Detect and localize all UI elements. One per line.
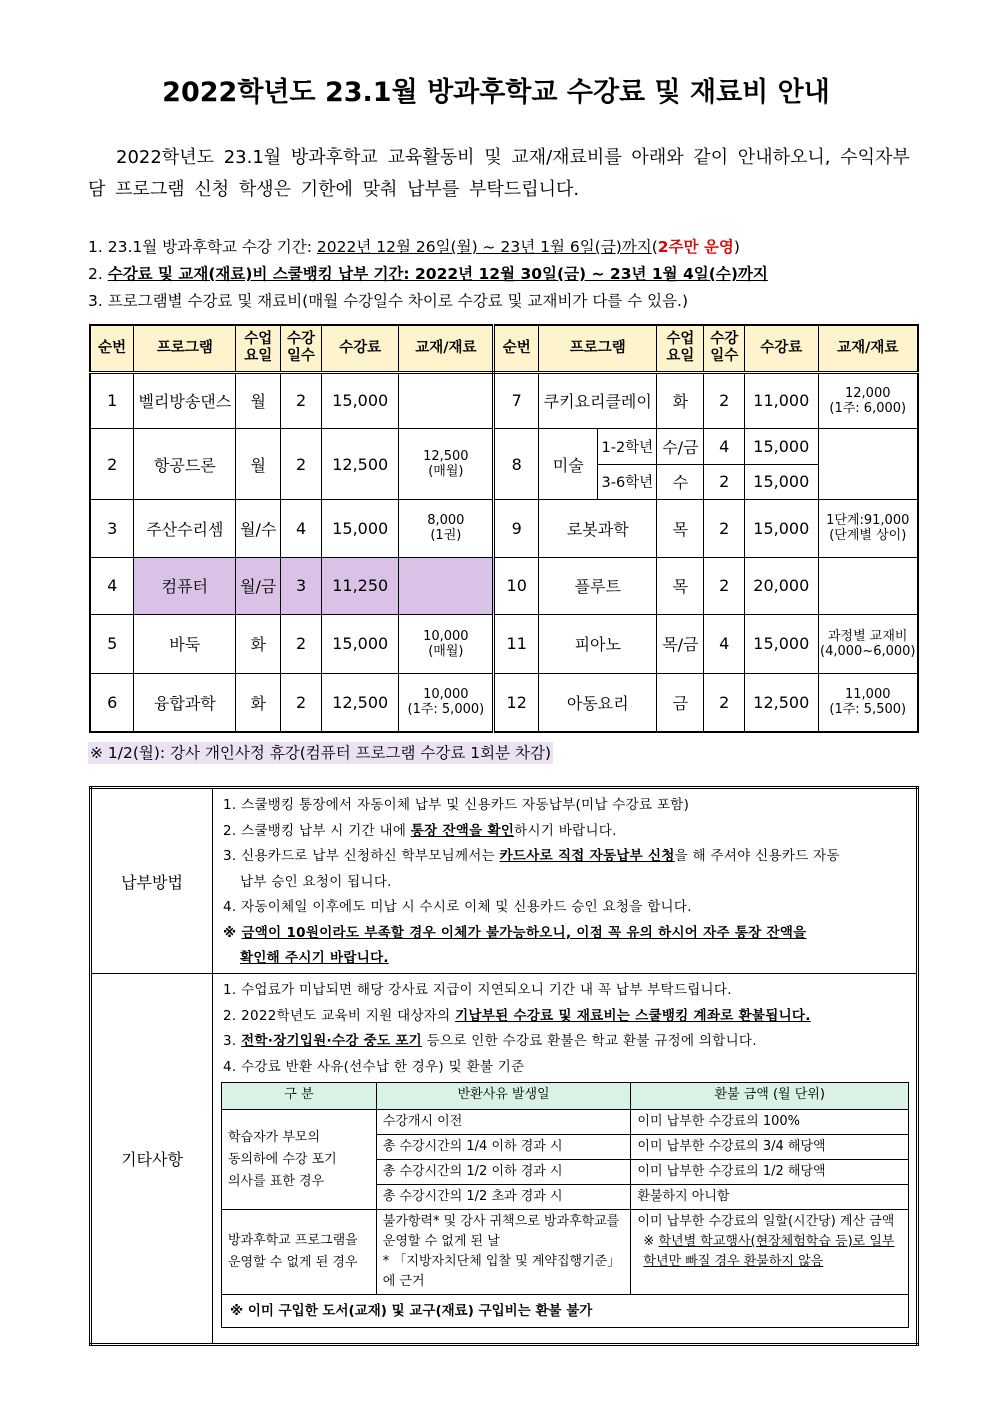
cell-no: 4 (90, 557, 134, 615)
refund-header: 환불 금액 (월 단위) (631, 1083, 909, 1110)
payment-info-table (89, 786, 919, 1346)
refund-header-row (222, 1083, 909, 1110)
header-material: 교재/재료 (399, 325, 494, 372)
header-no: 순번 (90, 325, 134, 372)
refund-when: 총 수강시간의 1/2 초과 경과 시 (376, 1185, 631, 1210)
refund-when: 총 수강시간의 1/4 이하 경과 시 (376, 1135, 631, 1160)
other-line: 3. 전학·장기입원·수강 중도 포기 등으로 인한 수강료 환불은 학교 환불 규정에 의합니다. (223, 1033, 757, 1049)
refund-amount: 이미 납부한 수강료의 3/4 해당액 (631, 1135, 909, 1160)
refund-footer-note: ※ 이미 구입한 도서(교재) 및 교구(재료) 구입비는 환불 불가 (222, 1295, 909, 1328)
cell-program: 주산수리셈 (134, 499, 236, 557)
refund-header: 구 분 (222, 1083, 377, 1110)
cell-day: 화 (657, 372, 704, 429)
cell-no: 6 (90, 673, 134, 732)
cell-material (818, 557, 918, 615)
info-item-payment-period (88, 261, 928, 288)
cell-fee: 15,000 (745, 429, 818, 464)
other-info-content (213, 974, 918, 1345)
other-info-row (91, 974, 918, 1345)
cell-count: 2 (281, 673, 322, 732)
cell-program: 항공드론 (134, 429, 236, 500)
cell-no: 8 (494, 429, 539, 500)
cell-fee: 20,000 (745, 557, 818, 615)
table-header-row (90, 325, 918, 372)
other-line: 2. 2022학년도 교육비 지원 대상자의 기납부된 수강료 및 재료비는 스쿨뱅킹 계좌로 환불됩니다. (223, 1007, 811, 1024)
paren: ) (733, 238, 740, 256)
cell-material: 10,000 (1주: 5,000) (399, 673, 494, 732)
header-no: 순번 (494, 325, 539, 372)
two-weeks-note: 2주만 운영 (657, 238, 734, 256)
header-count: 수강 일수 (704, 325, 745, 372)
header-fee: 수강료 (745, 325, 818, 372)
cell-count: 2 (281, 372, 322, 429)
refund-amount: 이미 납부한 수강료의 1/2 해당액 (631, 1160, 909, 1185)
info-list (88, 234, 928, 315)
table-row (90, 557, 918, 615)
payment-line: 4. 자동이체일 이후에도 미납 시 수시로 이체 및 신용카드 승인 요청을 합니다. (223, 899, 692, 915)
cell-material: 1단계:91,000 (단계별 상이) (818, 499, 918, 557)
cell-program: 벨리방송댄스 (134, 372, 236, 429)
payment-line: 2. 스쿨뱅킹 납부 시 기간 내에 통장 잔액을 확인하시기 바랍니다. (223, 822, 617, 839)
table-row (90, 673, 918, 732)
cell-no: 7 (494, 372, 539, 429)
cell-day: 목/금 (657, 615, 704, 674)
cell-program: 아동요리 (539, 673, 657, 732)
cell-grade: 3-6학년 (598, 464, 657, 499)
payment-method-label: 납부방법 (91, 788, 213, 974)
cell-day: 월 (236, 429, 281, 500)
cell-no: 9 (494, 499, 539, 557)
refund-header: 반환사유 발생일 (376, 1083, 631, 1110)
paren: ( (651, 238, 658, 256)
cell-count: 4 (281, 499, 322, 557)
header-material: 교재/재료 (818, 325, 918, 372)
cell-no: 10 (494, 557, 539, 615)
refund-category: 학습자가 부모의 동의하에 수강 포기 의사를 표한 경우 (222, 1110, 377, 1210)
payment-line: 3. 신용카드로 납부 신청하신 학부모님께서는 카드사로 직접 자동납부 신청을 해 주셔야 신용카드 자동 (223, 848, 840, 864)
cell-day: 수 (657, 464, 704, 499)
table-row (90, 499, 918, 557)
cell-no: 3 (90, 499, 134, 557)
cell-material: 11,000 (1주: 5,500) (818, 673, 918, 732)
cell-material-highlighted (399, 557, 494, 615)
payment-line: 1. 스쿨뱅킹 통장에서 자동이체 납부 및 신용카드 자동납부(미납 수강료 포함) (223, 797, 690, 813)
cell-day: 금 (657, 673, 704, 732)
cell-program: 피아노 (539, 615, 657, 674)
cell-material: 12,000 (1주: 6,000) (818, 372, 918, 429)
cell-fee: 15,000 (745, 464, 818, 499)
cell-program: 플루트 (539, 557, 657, 615)
cell-day: 수/금 (657, 429, 704, 464)
cell-material (399, 372, 494, 429)
cell-fee: 15,000 (321, 615, 398, 674)
header-day: 수업 요일 (236, 325, 281, 372)
payment-warning: 확인해 주시기 바랍니다. (240, 950, 389, 966)
cell-program: 융합과학 (134, 673, 236, 732)
cell-count: 2 (704, 557, 745, 615)
payment-method-content (213, 788, 918, 974)
cell-count: 2 (281, 429, 322, 500)
cancellation-note: ※ 1/2(월): 강사 개인사정 휴강(컴퓨터 프로그램 수강료 1회분 차감) (90, 744, 552, 762)
refund-category: 방과후학교 프로그램을 운영할 수 없게 된 경우 (222, 1210, 377, 1295)
cell-program: 쿠키요리클레이 (539, 372, 657, 429)
cell-count: 4 (704, 429, 745, 464)
payment-warning: ※ 금액이 10원이라도 부족할 경우 이체가 불가능하오니, 이점 꼭 유의 하시어 자주 통장 잔액을 (223, 924, 807, 941)
cell-fee: 11,000 (745, 372, 818, 429)
refund-amount: 환불하지 아니함 (631, 1185, 909, 1210)
cell-material: 8,000 (1권) (399, 499, 494, 557)
other-line: 1. 수업료가 미납되면 해당 강사료 지급이 지연되오니 기간 내 꼭 납부 부탁드립니다. (223, 982, 732, 998)
program-fee-table (89, 324, 919, 733)
cell-program: 미술 (539, 429, 598, 500)
header-count: 수강 일수 (281, 325, 322, 372)
cell-count: 2 (704, 372, 745, 429)
cell-fee: 12,500 (321, 429, 398, 500)
intro-paragraph: 2022학년도 23.1월 방과후학교 교육활동비 및 교재/재료비를 아래와 같이 안내하오니, 수익자부담 프로그램 신청 학생은 기한에 맞춰 납부를 부탁드립니다. (88, 147, 910, 200)
cell-count: 2 (704, 499, 745, 557)
other-line: 4. 수강료 반환 사유(선수납 한 경우) 및 환불 기준 (223, 1058, 525, 1075)
cell-fee: 15,000 (321, 372, 398, 429)
refund-when: 총 수강시간의 1/2 이하 경과 시 (376, 1160, 631, 1185)
item-label: 1. 23.1월 방과후학교 수강 기간: (88, 238, 317, 256)
refund-when: 수강개시 이전 (376, 1110, 631, 1135)
cell-program-highlighted: 컴퓨터 (134, 557, 236, 615)
cell-fee: 15,000 (321, 499, 398, 557)
cell-count-highlighted: 3 (281, 557, 322, 615)
header-fee: 수강료 (321, 325, 398, 372)
header-program: 프로그램 (539, 325, 657, 372)
refund-amount: 이미 납부한 수강료의 일할(시간당) 계산 금액 ※ 학년별 학교행사(현장체험학습 등)로 일부 학년만 빠질 경우 환불하지 않음 (631, 1210, 909, 1295)
cell-no: 2 (90, 429, 134, 500)
cell-no: 11 (494, 615, 539, 674)
refund-criteria-table (221, 1082, 909, 1328)
cell-day: 화 (236, 615, 281, 674)
cell-no: 5 (90, 615, 134, 674)
cell-no: 1 (90, 372, 134, 429)
cell-day: 화 (236, 673, 281, 732)
course-period: 2022년 12월 26일(월) ~ 23년 1월 6일(금)까지 (316, 238, 652, 256)
table-row (90, 372, 918, 429)
cell-material: 과정별 교재비 (4,000~6,000) (818, 615, 918, 674)
cell-fee: 15,000 (745, 499, 818, 557)
cell-program: 바둑 (134, 615, 236, 674)
info-item-fees: 3. 프로그램별 수강료 및 재료비(매월 수강일수 차이로 수강료 및 교재비가 다를 수 있음.) (88, 292, 689, 310)
info-item-period (88, 234, 928, 261)
other-info-label: 기타사항 (91, 974, 213, 1345)
cell-day: 목 (657, 499, 704, 557)
cell-day: 목 (657, 557, 704, 615)
payment-line: 납부 승인 요청이 됩니다. (240, 873, 392, 890)
header-program: 프로그램 (134, 325, 236, 372)
cell-grade: 1-2학년 (598, 429, 657, 464)
refund-amount: 이미 납부한 수강료의 100% (631, 1110, 909, 1135)
table-row (90, 615, 918, 674)
cell-count: 2 (704, 464, 745, 499)
cell-fee-highlighted: 11,250 (321, 557, 398, 615)
cell-count: 2 (281, 615, 322, 674)
refund-row (222, 1110, 909, 1135)
page-title: 2022학년도 23.1월 방과후학교 수강료 및 재료비 안내 (162, 77, 830, 108)
cell-count: 2 (704, 673, 745, 732)
cell-count: 4 (704, 615, 745, 674)
refund-row (222, 1210, 909, 1295)
cell-day-highlighted: 월/금 (236, 557, 281, 615)
cell-fee: 12,500 (321, 673, 398, 732)
cell-program: 로봇과학 (539, 499, 657, 557)
table-row (90, 429, 918, 464)
cell-fee: 12,500 (745, 673, 818, 732)
refund-footer-row (222, 1295, 909, 1328)
item-label: 2. (88, 265, 108, 283)
cell-day: 월/수 (236, 499, 281, 557)
header-day: 수업 요일 (657, 325, 704, 372)
cell-material: 12,500 (매월) (399, 429, 494, 500)
cell-material: 10,000 (매월) (399, 615, 494, 674)
cell-fee: 15,000 (745, 615, 818, 674)
cell-day: 월 (236, 372, 281, 429)
payment-period: 수강료 및 교재(재료)비 스쿨뱅킹 납부 기간: 2022년 12월 30일(금) ~ 23년 1월 4일(수)까지 (107, 265, 768, 283)
cell-no: 12 (494, 673, 539, 732)
refund-when: 불가항력* 및 강사 귀책으로 방과후학교를 운영할 수 없게 된 날 * 「지방자치단체 입찰 및 계약집행기준」에 근거 (376, 1210, 631, 1295)
cell-material (818, 429, 918, 500)
payment-method-row (91, 788, 918, 974)
